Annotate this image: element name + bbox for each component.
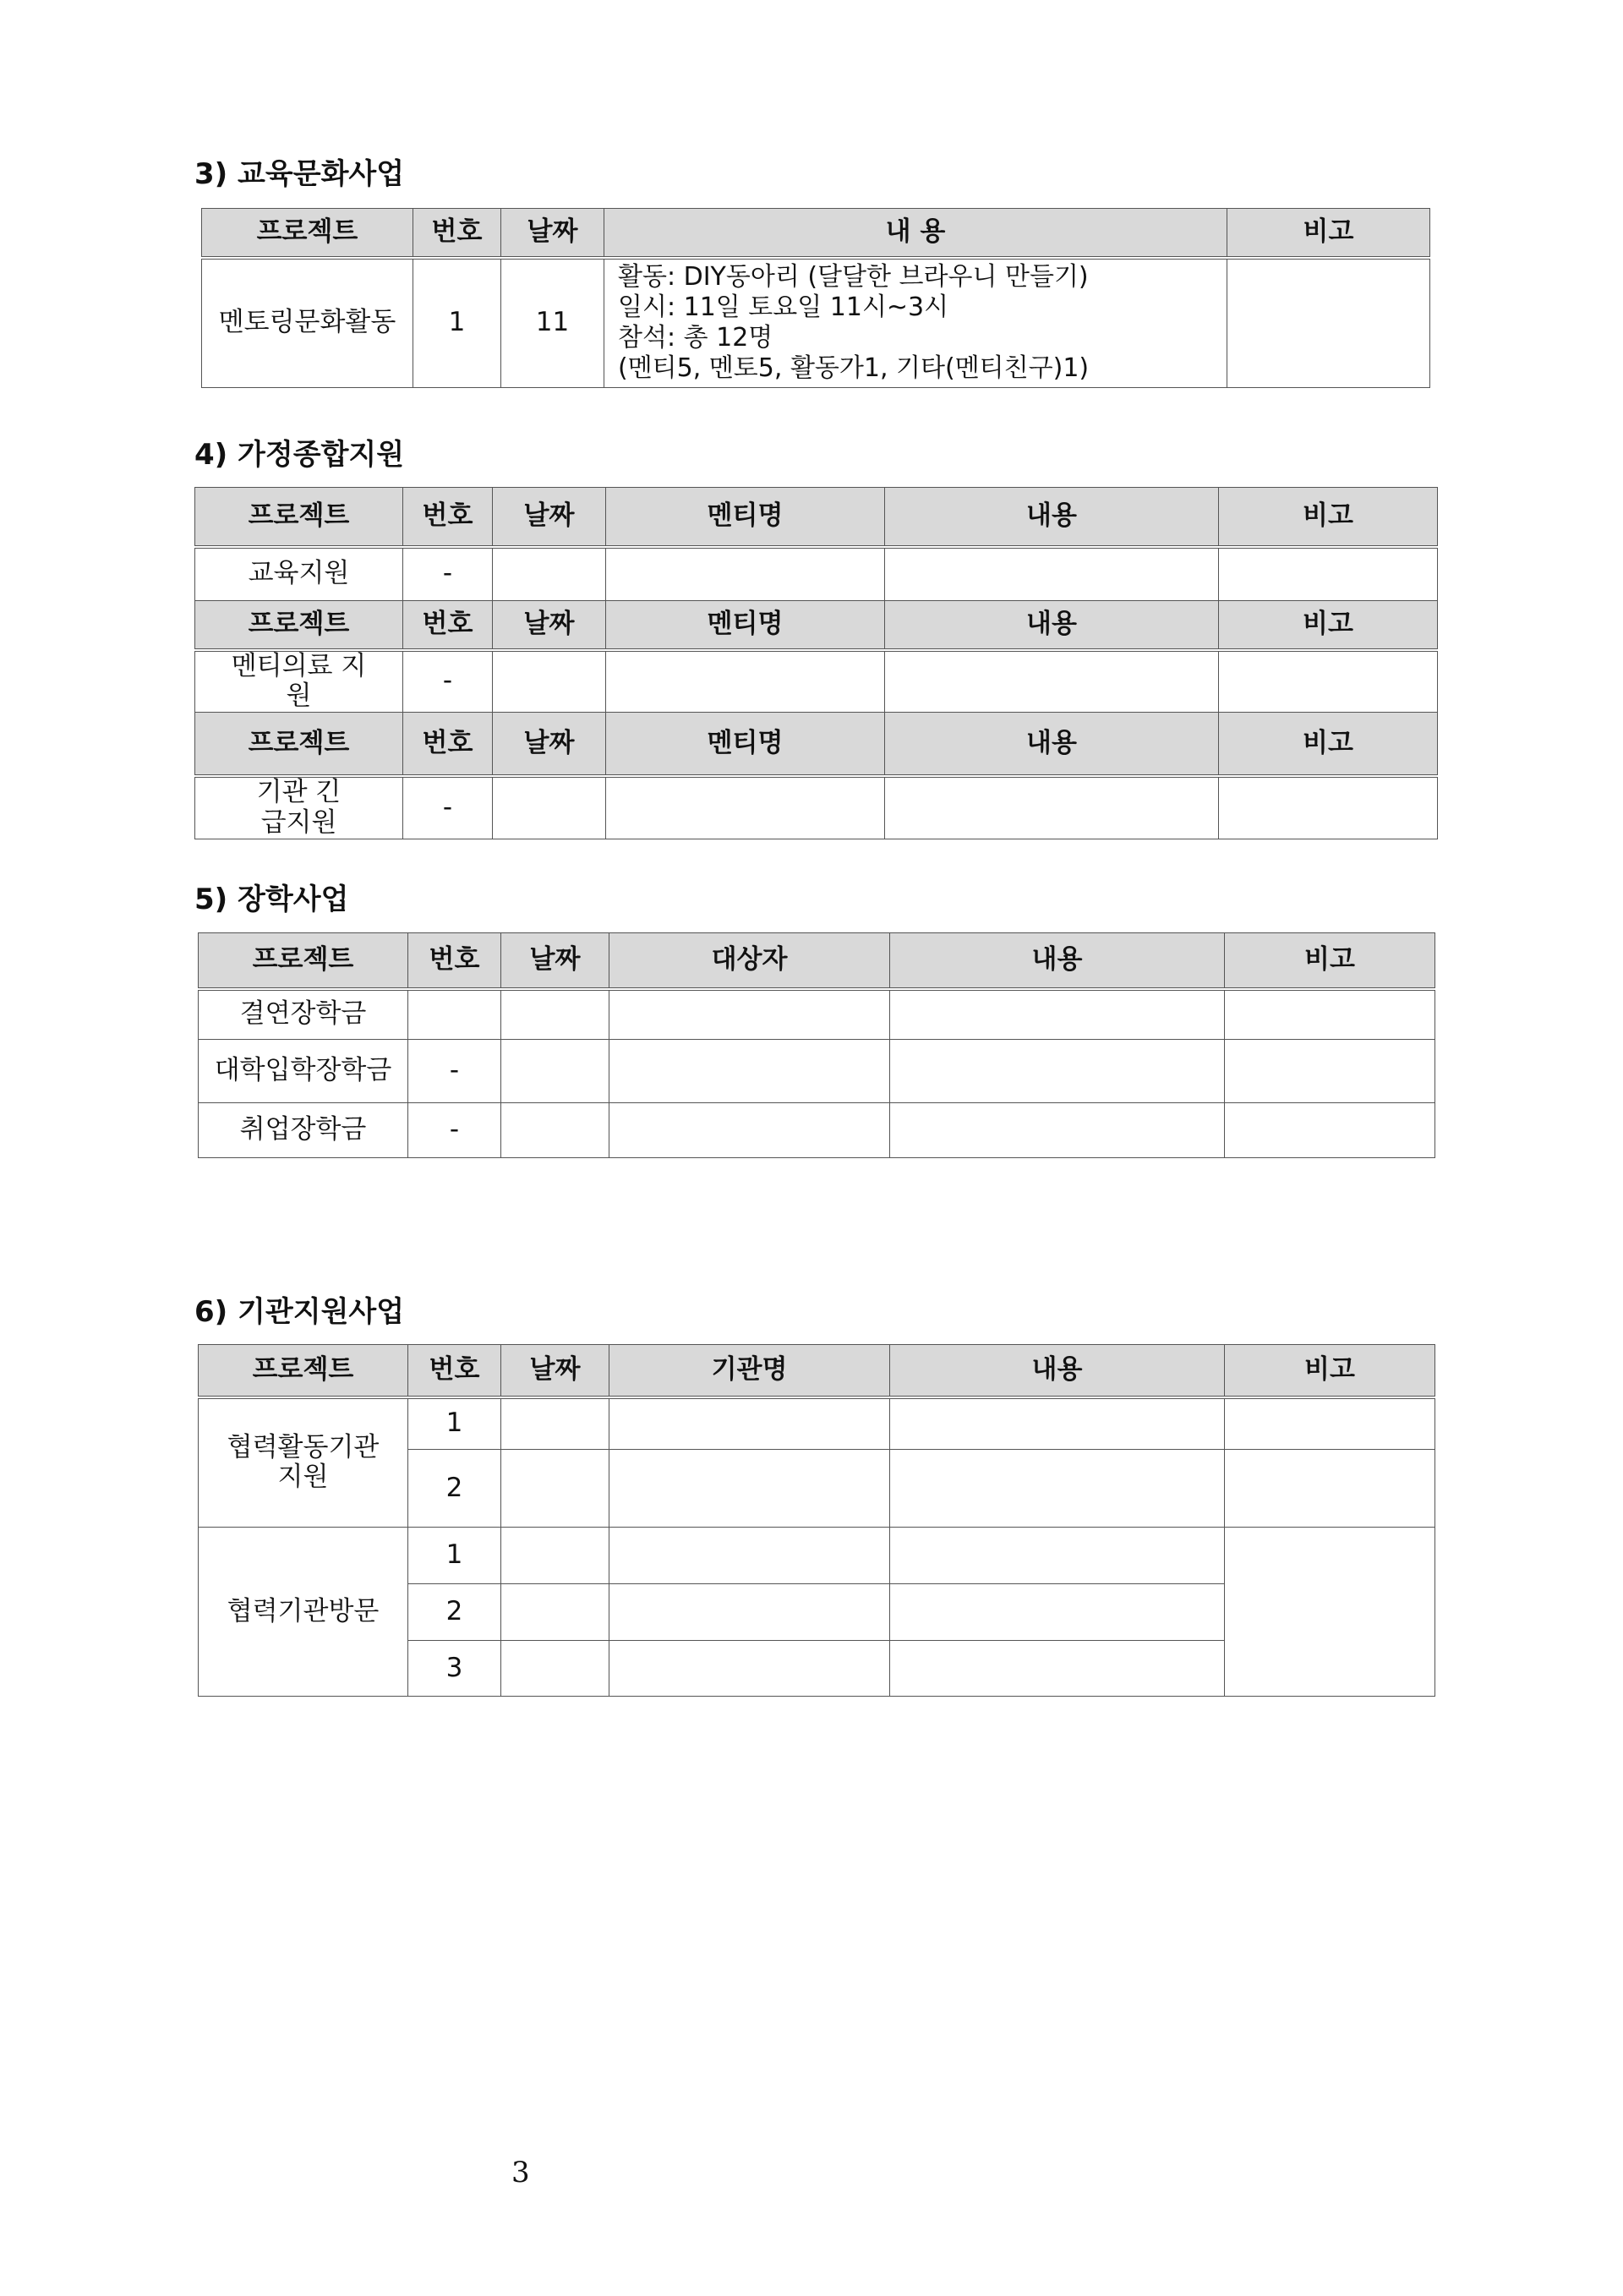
note-cell <box>1225 989 1435 1040</box>
content-cell <box>885 650 1219 713</box>
col-project: 프로젝트 <box>202 209 413 258</box>
institution-cell <box>609 1450 890 1528</box>
col-note: 비고 <box>1219 488 1438 547</box>
project-cell: 협력활동기관 지원 <box>199 1397 408 1528</box>
content-line-attendance: 참석: 총 12명 <box>618 323 773 353</box>
col-mentee-name: 멘티명 <box>606 488 885 547</box>
col-note: 비고 <box>1227 209 1430 258</box>
recipient-cell <box>609 1103 890 1158</box>
note-cell <box>1227 258 1430 388</box>
date-cell <box>501 1584 609 1641</box>
mentee-cell <box>606 547 885 601</box>
col-date: 날짜 <box>493 601 606 650</box>
content-line-datetime: 일시: 11일 토요일 11시~3시 <box>618 292 949 323</box>
content-cell <box>890 1040 1225 1103</box>
table-row <box>195 650 1438 713</box>
date-cell <box>501 1528 609 1584</box>
col-project: 프로젝트 <box>199 933 408 989</box>
project-cell: 취업장학금 <box>199 1103 408 1158</box>
number-cell: - <box>408 1103 501 1158</box>
scholarship-table <box>198 932 1435 1158</box>
col-mentee-name: 멘티명 <box>606 712 885 776</box>
project-cell: 멘토링문화활동 <box>202 258 413 388</box>
col-project: 프로젝트 <box>195 712 403 776</box>
section-6-title: 6) 기관지원사업 <box>194 1295 405 1329</box>
table-row <box>199 989 1435 1040</box>
number-cell: 1 <box>413 258 501 388</box>
note-cell <box>1219 776 1438 839</box>
institution-cell <box>609 1584 890 1641</box>
note-cell <box>1225 1397 1435 1450</box>
date-cell <box>493 650 606 713</box>
col-content: 내용 <box>890 933 1225 989</box>
content-cell <box>885 776 1219 839</box>
col-content: 내용 <box>890 1345 1225 1397</box>
note-cell <box>1225 1103 1435 1158</box>
col-institution-name: 기관명 <box>609 1345 890 1397</box>
col-number: 번호 <box>408 1345 501 1397</box>
col-note: 비고 <box>1219 601 1438 650</box>
col-project: 프로젝트 <box>199 1345 408 1397</box>
project-cell: 교육지원 <box>195 547 403 601</box>
recipient-cell <box>609 1040 890 1103</box>
date-cell <box>493 547 606 601</box>
col-number: 번호 <box>403 601 493 650</box>
recipient-cell <box>609 989 890 1040</box>
date-cell <box>493 776 606 839</box>
content-cell <box>890 989 1225 1040</box>
col-date: 날짜 <box>501 933 609 989</box>
section-4-title: 4) 가정종합지원 <box>194 438 405 472</box>
number-cell: - <box>403 776 493 839</box>
col-content: 내용 <box>885 488 1219 547</box>
col-number: 번호 <box>408 933 501 989</box>
number-cell: 2 <box>408 1584 501 1641</box>
number-cell: 2 <box>408 1450 501 1528</box>
date-cell <box>501 1040 609 1103</box>
col-project: 프로젝트 <box>195 488 403 547</box>
number-cell: - <box>408 1040 501 1103</box>
col-project: 프로젝트 <box>195 601 403 650</box>
number-cell: - <box>403 650 493 713</box>
note-cell <box>1219 547 1438 601</box>
project-cell: 기관 긴급지원 <box>195 776 403 839</box>
col-number: 번호 <box>413 209 501 258</box>
content-cell <box>604 258 1227 388</box>
section-3-title: 3) 교육문화사업 <box>194 157 405 191</box>
col-content: 내용 <box>885 601 1219 650</box>
content-cell <box>890 1103 1225 1158</box>
col-note: 비고 <box>1219 712 1438 776</box>
number-cell: 1 <box>408 1528 501 1584</box>
education-culture-table <box>201 208 1430 388</box>
institution-cell <box>609 1397 890 1450</box>
table-row <box>202 258 1430 388</box>
note-cell <box>1225 1040 1435 1103</box>
page-number: 3 <box>511 2156 530 2189</box>
col-content: 내용 <box>885 712 1219 776</box>
institution-cell <box>609 1528 890 1584</box>
col-number: 번호 <box>403 712 493 776</box>
col-date: 날짜 <box>501 1345 609 1397</box>
col-number: 번호 <box>403 488 493 547</box>
project-cell: 대학입학장학금 <box>199 1040 408 1103</box>
number-cell: 1 <box>408 1397 501 1450</box>
number-cell <box>408 989 501 1040</box>
col-date: 날짜 <box>501 209 604 258</box>
content-cell <box>890 1397 1225 1450</box>
mentee-cell <box>606 650 885 713</box>
content-line-activity: 활동: DIY동아리 (달달한 브라우니 만들기) <box>618 262 1089 292</box>
family-support-table <box>194 487 1438 839</box>
date-cell <box>501 1641 609 1697</box>
project-cell: 협력기관방문 <box>199 1528 408 1697</box>
content-cell <box>890 1450 1225 1528</box>
table-row <box>195 776 1438 839</box>
date-cell: 11 <box>501 258 604 388</box>
table-row <box>199 1397 1435 1450</box>
date-cell <box>501 1450 609 1528</box>
table-row <box>199 1103 1435 1158</box>
content-line-breakdown: (멘티5, 멘토5, 활동가1, 기타(멘티친구)1) <box>618 353 1090 384</box>
col-recipient: 대상자 <box>609 933 890 989</box>
project-cell: 멘티의료 지원 <box>195 650 403 713</box>
note-cell <box>1225 1528 1435 1697</box>
col-content: 내 용 <box>604 209 1227 258</box>
date-cell <box>501 1397 609 1450</box>
table-row <box>199 1040 1435 1103</box>
project-cell: 결연장학금 <box>199 989 408 1040</box>
content-cell <box>890 1641 1225 1697</box>
col-note: 비고 <box>1225 933 1435 989</box>
table-row <box>199 1528 1435 1584</box>
number-cell: - <box>403 547 493 601</box>
col-date: 날짜 <box>493 488 606 547</box>
content-cell <box>890 1528 1225 1584</box>
note-cell <box>1225 1450 1435 1528</box>
institution-cell <box>609 1641 890 1697</box>
col-note: 비고 <box>1225 1345 1435 1397</box>
date-cell <box>501 989 609 1040</box>
mentee-cell <box>606 776 885 839</box>
institution-support-table <box>198 1344 1435 1697</box>
content-cell <box>885 547 1219 601</box>
table-row <box>195 547 1438 601</box>
content-cell <box>890 1584 1225 1641</box>
note-cell <box>1219 650 1438 713</box>
date-cell <box>501 1103 609 1158</box>
col-mentee-name: 멘티명 <box>606 601 885 650</box>
col-date: 날짜 <box>493 712 606 776</box>
section-5-title: 5) 장학사업 <box>194 883 349 916</box>
number-cell: 3 <box>408 1641 501 1697</box>
